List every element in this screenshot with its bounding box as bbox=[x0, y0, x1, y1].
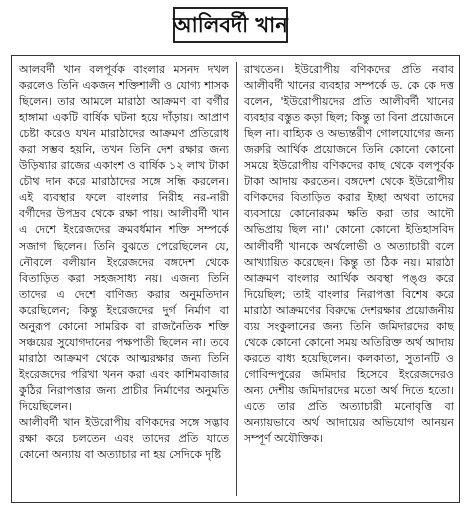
left-column bbox=[19, 62, 229, 498]
article-box bbox=[11, 55, 460, 503]
left-paragraph-1: আলবর্দী খান বলপূর্বক বাংলার মসনদ দখল করলেও তিনি একজন শক্তিশালী ও যোগ্য শাসক ছিলেন। তার আমলে মারাঠা আক্রমণ বা বর্গীর হাঙ্গামা একটি বার্ষিক ঘটনা হয়ে দাঁড়ায়। আপ্রাণ চেষ্টা করেও যখন মারাঠাদের আক্রমণ প্রতিরোধ করা সম্ভব হয়নি, তখন তিনি দেশ রক্ষার জন্য উড়িষ্যার রাজের একাংশ ও বার্ষিক ১২ লাখ টাকা চৌথ দান করে মারাঠাদের সঙ্গে সন্ধি করলেন। এই ব্যবস্থার ফলে বাংলার নিরীহ নর-নারী বর্গীদের উপদ্রব থেকে রক্ষা পায়। আলীবর্দী খান এ দেশে ইংরেজদের ক্রমবর্ধমান শক্তি সম্পর্কে সজাগ ছিলেন। তিনি বুঝতে পেরেছিলেন যে, নৌবলে বলীয়ান ইংরেজদের বঙ্গদেশ থেকে বিতাড়িত করা সহজসাধ্য নয়। এজন্য তিনি তাদের এ দেশে বাণিজ্য করার অনুমতিদান করেছিলেন; কিন্তু ইংরেজদের দুর্গ নির্মাণ বা অনুরূপ কোনো সামরিক বা রাজনৈতিক শক্তি সঞ্চয়ের সুযোগদানের পক্ষপাতী ছিলেন না। তবে মারাঠা আক্রমণ থেকে আত্মরক্ষার জন্য তিনি ইংরেজদের পরিখা খনন করা এবং কাশিমবাজার কুঠির নিরাপত্তার জন্য প্রাচীর নির্মাণের অনুমতি দিয়েছিলেন। bbox=[19, 63, 229, 413]
column-divider bbox=[236, 62, 237, 496]
right-paragraph-1: রাখতেন। ইউরোপীয় বণিকদের প্রতি নবাব আলীবর্দী খানের ব্যবহার সম্পর্কে ড. কে কে দত্ত বলেন, 'ইউরোপীয়দের প্রতি আলীবর্দী খানের ব্যবহার বস্তুত কড়া ছিল; কিন্তু তা বিনা প্রয়োজনে ছিল না। বাহ্যিক ও অভ্যন্তরীণ গোলযোগের জন্য জরুরি আর্থিক প্রয়োজনে তিনি কোনো কোনো সময়ে ইউরোপীয় বণিকদের কাছ থেকে বলপূর্বক টাকা আদায় করতেন। বঙ্গদেশ থেকে ইউরোপীয় বণিকদের বিতাড়িত করার ইচ্ছা অথবা তাদের ব্যবসায়ে কোনোরকম ক্ষতি করা তার আদৌ অভিপ্রায় ছিল না।' কোনো কোনো ইতিহাসবিদ আলীবর্দী খানকে অর্থলোভী ও অত্যাচারী বলে আখ্যায়িত করেছেন। কিন্তু তা ঠিক নয়। মারাঠা আক্রমণ বাংলার আর্থিক অবস্থা পঙ্গু করে দিয়েছিল; তাই বাংলার নিরাপত্তা বিশেষ করে মারাঠা আক্রমণের বিরুদ্ধে দেশরক্ষার প্রয়োজনীয় ব্যয় সংকুলানের জন্য তিনি জমিদারদের কাছ থেকে কোনো কোনো সময় অতিরিক্ত অর্থ আদায় করতে বাধ্য হয়েছিলেন। কলকাতা, সুতানটি ও গোবিন্দপুরের জমিদার হিসেবে ইংরেজদেরও অন্য দেশীয় জমিদারদের মতো অর্থ দিতে হতো। এতে তার প্রতি অত্যাচারী মনোবৃত্তি বা অন্যায়ভাবে অর্থ আদায়ের অভিযোগ আনয়ন সম্পূর্ণ অযৌক্তিক। bbox=[244, 63, 454, 446]
article-title: আলিবর্দী খান bbox=[173, 12, 288, 37]
left-paragraph-2: আলীবর্দী খান ইউরোপীয় বণিকদের সঙ্গে সদ্ভাব রক্ষা করে চলতেন এবং তাদের প্রতি যাতে কোনো অন্যায় বা অত্যাচার না হয় সেদিকে দৃষ্টি bbox=[19, 416, 229, 462]
title-box bbox=[173, 7, 288, 43]
right-column bbox=[244, 62, 454, 498]
